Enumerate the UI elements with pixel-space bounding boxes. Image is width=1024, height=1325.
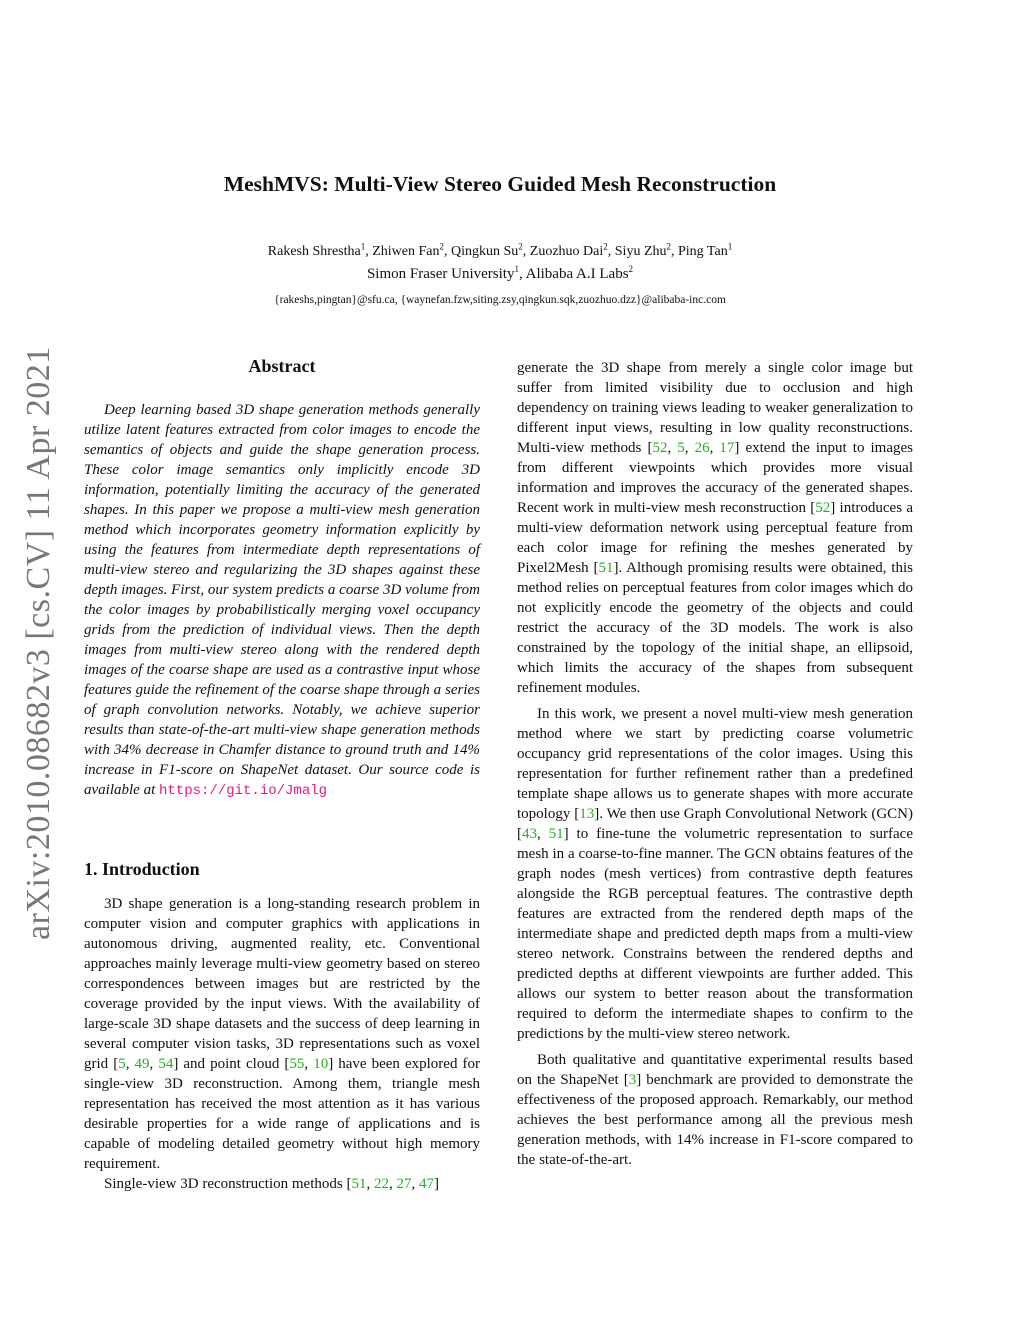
paragraph: 3D shape generation is a long-standing research problem in computer vision and computer graphics with applications in autonomous driving, augmented reality, etc. Conventional approaches mainly leverage multi-view geometry based on stereo correspondences between images but are restricted by the coverage provided by the input views. With the availability of large-scale 3D shape datasets and the success of deep learning in several computer vision tasks, 3D representations such as voxel grid [5, 49, 54] and point cloud [55, 10] have been explored for single-view 3D reconstruction. Among them, triangle mesh representation has received the most attention as it has various desirable properties for a wide range of applications and is capable of modeling detailed geometry without high memory requirement. bbox=[84, 896, 481, 1172]
abstract-heading: Abstract bbox=[248, 356, 316, 376]
citation-link[interactable]: 5 bbox=[118, 1056, 126, 1072]
citation-link[interactable]: 43 bbox=[522, 826, 537, 842]
citation-link[interactable]: 5 bbox=[677, 440, 685, 456]
author-name: Qingkun Su bbox=[450, 244, 519, 259]
arxiv-identifier: arXiv:2010.08682v3 [cs.CV] 11 Apr 2021 bbox=[20, 346, 57, 940]
paragraph: generate the 3D shape from merely a single color image but suffer from limited visibility due to occlusion and high dependency on training views leading to weaker generalization to different input views, resulting in low quality reconstructions. Multi-view methods [52, 5, 26, 17] extend the input to images from different viewpoints which provides more visual information and improves the accuracy of the generated shapes. Recent work in multi-view mesh reconstruction [52] introduces a multi-view deformation network using perceptual feature from each color image for refining the meshes generated by Pixel2Mesh [51]. Although promising results were obtained, this method relies on perceptual features from color images which do not explicitly encode the geometry of the objects and could restrict the accuracy of the 3D models. The work is also constrained by the topology of the initial shape, an ellipsoid, which limits the accuracy of the shapes from subsequent refinement modules. bbox=[517, 360, 913, 696]
citation-link[interactable]: 49 bbox=[134, 1056, 150, 1072]
author-name: Rakesh Shrestha bbox=[267, 244, 361, 259]
citation-link[interactable]: 54 bbox=[158, 1056, 174, 1072]
author-list: Rakesh Shrestha$^1$, Zhiwen Fan$^2$, Qingkun Su$^2$, Zuozhuo Dai$^2$, Siyu Zhu$^2$, Ping Tan$^1$ bbox=[267, 241, 733, 259]
citation-link[interactable]: 17 bbox=[719, 440, 735, 456]
citation-link[interactable]: 51 bbox=[548, 826, 564, 842]
citation-link[interactable]: 55 bbox=[289, 1056, 305, 1072]
code-link[interactable]: https://git.io/Jmalg bbox=[159, 783, 328, 799]
author-name: Zuozhuo Dai bbox=[529, 244, 604, 259]
citation-link[interactable]: 52 bbox=[652, 440, 668, 456]
abstract-body: Deep learning based 3D shape generation methods generally utilize latent features extracted from color images to encode the semantics of objects and guide the shape generation process. These color image semantics only implicitly encode 3D information, potentially limiting the accuracy of the generated shapes. In this paper we propose a multi-view mesh generation method which incorporates geometry information explicitly by using the features from intermediate depth representations of multi-view stereo and regularizing the 3D shapes against these depth images. First, our system predicts a coarse 3D volume from the color images by probabilistically merging voxel occupancy grids from the prediction of individual views. Then the depth images from multi-view stereo along with the rendered depth images of the coarse shape are used as a contrastive input whose features guide the refinement of the coarse shape through a series of graph convolution networks. Notably, we achieve superior results than state-of-the-art multi-view shape generation methods with 34% decrease in Chamfer distance to ground truth and 14% increase in F1-score on ShapeNet dataset. Our source code is available at https://git.io/Jmalg bbox=[84, 402, 480, 799]
citation-link[interactable]: 13 bbox=[579, 806, 595, 822]
author-emails: {rakeshs,pingtan}@sfu.ca, {waynefan.fzw,siting.zsy,qingkun.sqk,zuozhuo.dzz}@alibaba-inc.com bbox=[274, 294, 726, 306]
author-name: Siyu Zhu bbox=[614, 244, 667, 259]
author-name: Zhiwen Fan bbox=[372, 244, 440, 259]
citation-link[interactable]: 52 bbox=[815, 500, 831, 516]
author-name: Ping Tan bbox=[678, 244, 728, 259]
citation-link[interactable]: 26 bbox=[694, 440, 710, 456]
introduction-left-column bbox=[84, 894, 480, 1194]
section-heading-introduction: 1. Introduction bbox=[84, 859, 200, 879]
citation-link[interactable]: 27 bbox=[396, 1176, 412, 1192]
citation-link[interactable]: 3 bbox=[628, 1072, 637, 1088]
citation-link[interactable]: 51 bbox=[598, 560, 614, 576]
paragraph: Single-view 3D reconstruction methods [51, 22, 27, 47] bbox=[104, 1176, 439, 1192]
right-column bbox=[517, 358, 913, 1170]
paragraph: Both qualitative and quantitative experimental results based on the ShapeNet [3] benchmark are provided to demonstrate the effectiveness of the proposed approach. Remarkably, our method achieves the best performance among all the previous mesh generation methods, with 14% increase in F1-score compared to the state-of-the-art. bbox=[517, 1052, 914, 1168]
citation-link[interactable]: 47 bbox=[418, 1176, 434, 1192]
citation-link[interactable]: 51 bbox=[351, 1176, 367, 1192]
paper-title: MeshMVS: Multi-View Stereo Guided Mesh Reconstruction bbox=[223, 172, 777, 196]
affiliations: Simon Fraser University$^1$, Alibaba A.I Labs$^2$ bbox=[366, 264, 634, 282]
citation-link[interactable]: 22 bbox=[373, 1176, 389, 1192]
citation-link[interactable]: 10 bbox=[313, 1056, 329, 1072]
paragraph: In this work, we present a novel multi-view mesh generation method where we start by predicting coarse volumetric occupancy grid representations of the color images. Using this representation for further refinement rather than a predefined template shape allows us to generate shapes with more accurate topology [13]. We then use Graph Convolutional Network (GCN) [43, 51] to fine-tune the volumetric representation to surface mesh in a coarse-to-fine manner. The GCN obtains features of the graph nodes (mesh vertices) from contrastive depth features alongside the RGB perceptual features. The contrastive depth features are extracted from the rendered depth maps of the intermediate shape and predicted depth maps from a multi-view stereo network. Constrains between the rendered depths and predicted depths at different viewpoints are further added. This allows our system to better reason about the transformation required to deform the intermediate shapes to confirm to the predictions by the multi-view stereo network. bbox=[517, 706, 913, 1042]
